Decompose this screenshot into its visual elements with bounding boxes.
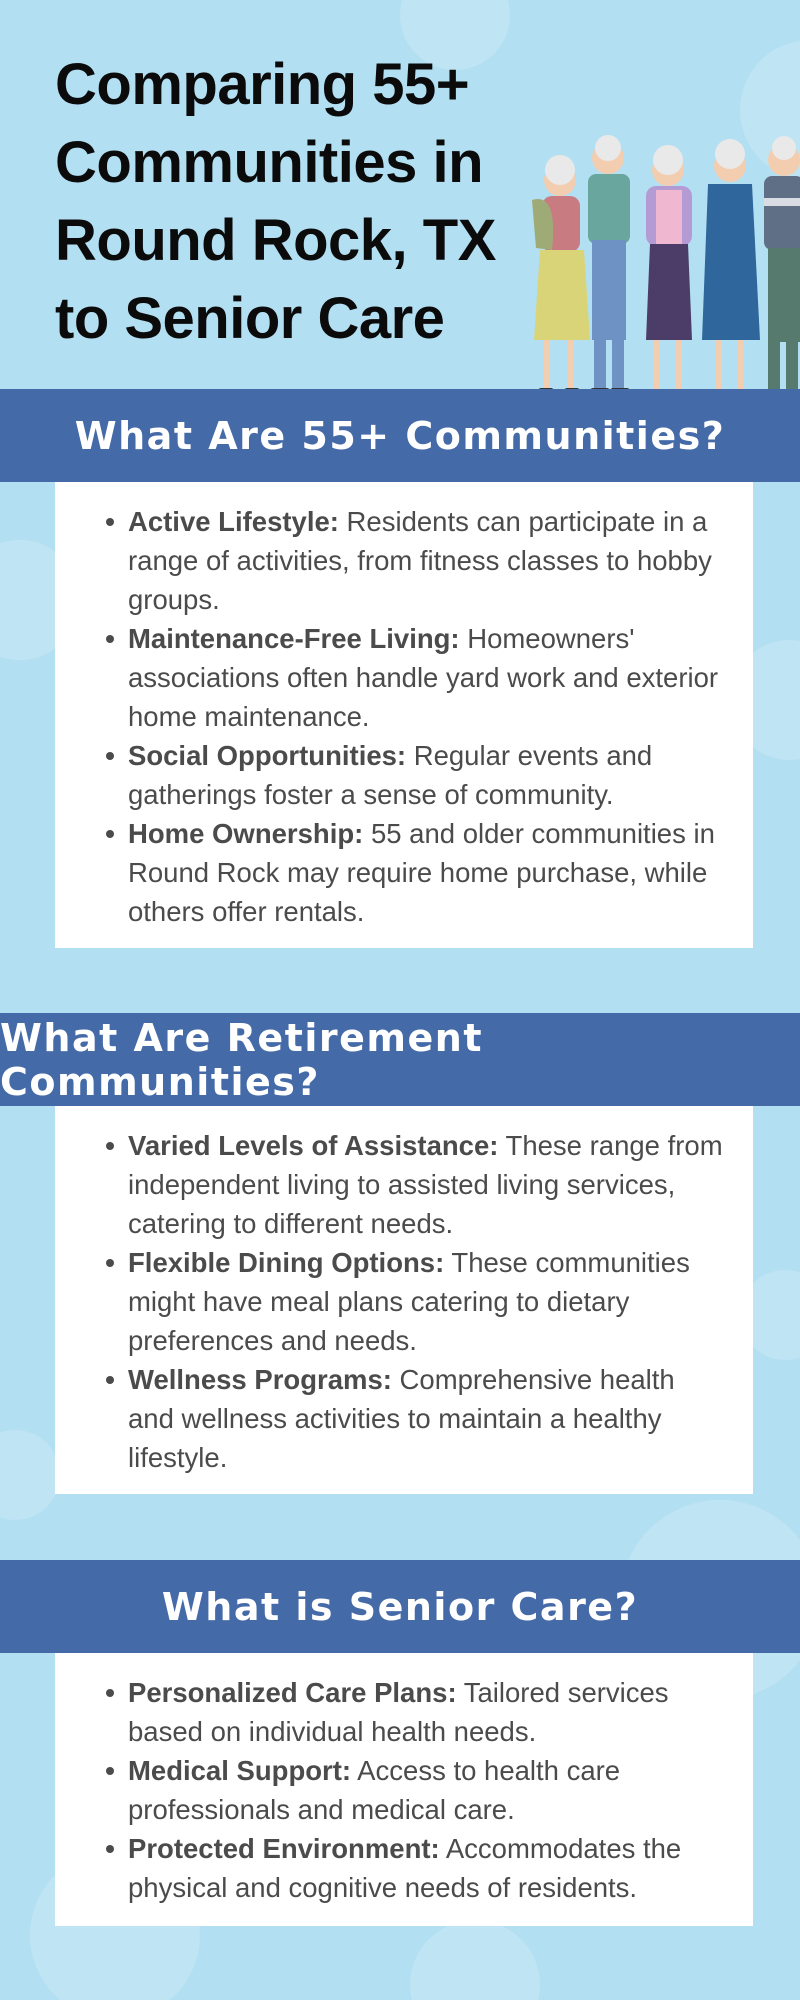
item-description: Access to health care professionals and medical care. <box>128 1755 621 1825</box>
section-heading: What Are Retirement Communities? <box>0 1015 483 1104</box>
list-item <box>128 814 723 931</box>
item-description: Homeowners' associations often handle yard work and exterior home maintenance. <box>128 623 719 732</box>
section-heading: What is Senior Care? <box>161 1584 639 1629</box>
bullet-list <box>55 1653 753 1907</box>
item-description: These communities might have meal plans catering to dietary preferences and needs. <box>128 1247 690 1356</box>
item-term: Social Opportunities: <box>128 740 407 771</box>
title-line: Comparing 55+ <box>55 52 470 117</box>
list-item <box>128 502 723 619</box>
title-line: to Senior Care <box>55 286 445 351</box>
item-description: 55 and older communities in Round Rock may require home purchase, while others offer rentals. <box>128 818 715 927</box>
list-item <box>128 1126 723 1243</box>
section-card-senior-care <box>55 1653 753 1926</box>
section-header-senior-care <box>0 1560 800 1653</box>
item-term: Wellness Programs: <box>128 1364 392 1395</box>
list-item <box>128 1243 723 1360</box>
section-header-55-communities <box>0 389 800 482</box>
item-term: Varied Levels of Assistance: <box>128 1130 499 1161</box>
bullet-list <box>55 482 753 931</box>
item-description: Tailored services based on individual health needs. <box>128 1677 669 1747</box>
senior-woman-figure <box>646 145 692 398</box>
title-line: Round Rock, TX <box>55 208 496 273</box>
item-term: Medical Support: <box>128 1755 352 1786</box>
list-item <box>128 1751 723 1829</box>
section-card-55-communities <box>55 482 753 948</box>
item-description: Residents can participate in a range of activities, from fitness classes to hobby groups. <box>128 506 712 615</box>
senior-man-figure <box>764 136 800 399</box>
item-description: Accommodates the physical and cognitive needs of residents. <box>128 1833 682 1903</box>
background-bubble <box>410 1920 540 2000</box>
list-item <box>128 1360 723 1477</box>
item-term: Personalized Care Plans: <box>128 1677 457 1708</box>
background-bubble <box>0 1430 60 1520</box>
list-item <box>128 619 723 736</box>
section-header-retirement-communities <box>0 1013 800 1106</box>
item-description: These range from independent living to assisted living services, catering to different needs. <box>128 1130 723 1239</box>
item-term: Maintenance-Free Living: <box>128 623 460 654</box>
list-item <box>128 1829 723 1907</box>
section-card-retirement-communities <box>55 1106 753 1494</box>
bullet-list <box>55 1106 753 1477</box>
list-item <box>128 1673 723 1751</box>
item-term: Active Lifestyle: <box>128 506 339 537</box>
senior-group-illustration <box>518 130 800 410</box>
item-description: Comprehensive health and wellness activities to maintain a healthy lifestyle. <box>128 1364 675 1473</box>
title-line: Communities in <box>55 130 484 195</box>
senior-woman-figure <box>532 155 590 396</box>
senior-woman-figure <box>702 139 760 398</box>
item-term: Home Ownership: <box>128 818 364 849</box>
list-item <box>128 736 723 814</box>
item-term: Flexible Dining Options: <box>128 1247 445 1278</box>
item-term: Protected Environment: <box>128 1833 440 1864</box>
item-description: Regular events and gatherings foster a sense of community. <box>128 740 653 810</box>
section-heading: What Are 55+ Communities? <box>74 413 726 458</box>
senior-man-figure <box>588 135 630 397</box>
page-title <box>55 46 535 358</box>
